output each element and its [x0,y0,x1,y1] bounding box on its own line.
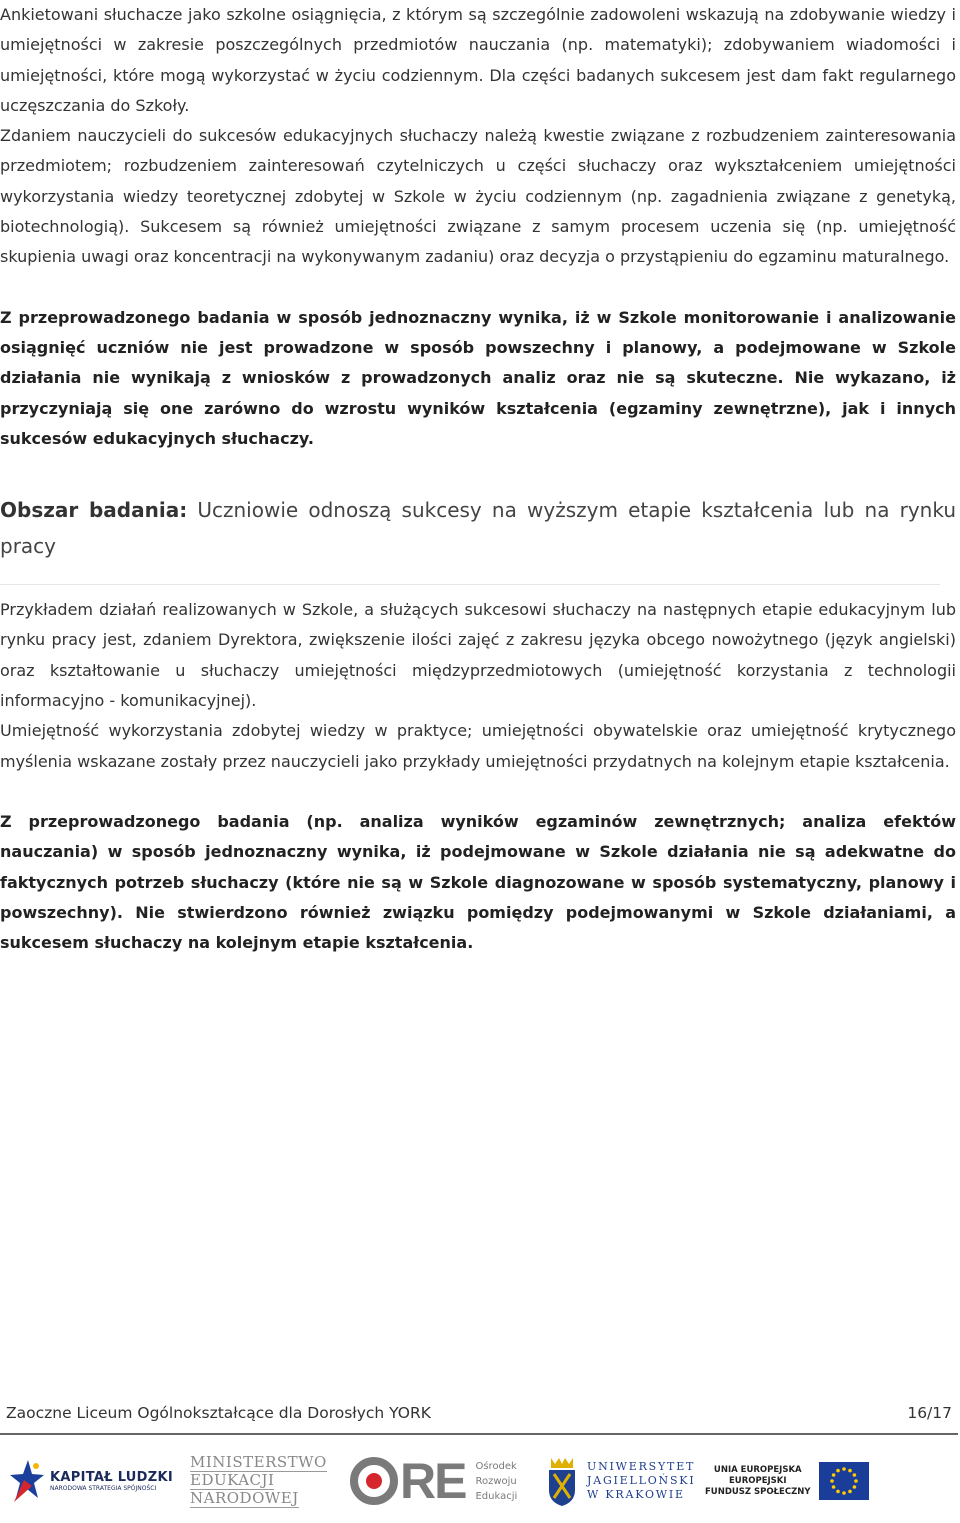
eu-line-1: UNIA EUROPEJSKA [713,1464,802,1475]
uj-crest-icon [545,1454,579,1508]
uj-logo [545,1448,695,1514]
research-area-label: Obszar badania: [0,498,188,523]
paragraph-skills: Umiejętność wykorzystania zdobytej wiedzy w praktyce; umiejętności obywatelskie oraz umiejętność krytycznego myślenia wskazane zostały przez nauczycieli jako przykłady umiejętności przydatnych na kolejnym etapie kształcenia. [0,721,956,771]
eu-logo [705,1448,869,1514]
kapital-ludzki-star-icon [10,1458,44,1504]
research-area-heading [0,492,956,564]
research-area-text: Uczniowie odnoszą sukcesy na wyższym etapie kształcenia lub na rynku pracy [0,498,956,559]
paragraph-teachers-opinion: Zdaniem nauczycieli do sukcesów edukacyjnych słuchaczy należą kwestie związane z rozbudzeniem zainteresowania przedmiotem; rozbudzeniem zainteresowań czytelniczych u części słuchaczy oraz wykształceniem umiejętności wykorzystania wiedzy teoretycznej zdobytej w Szkole w życiu codziennym (np. zagadnienia związane z genetyką, biotechnologią). Sukcesem są również umiejętności związane z samym procesem uczenia się (np. umiejętność skupienia uwagi oraz koncentracji na wykonywanym zadaniu) oraz decyzja o przystąpieniu do egzaminu maturalnego. [0,126,956,267]
men-line-3: NARODOWEJ [190,1489,299,1507]
footer-page-number: 16/17 [907,1404,952,1422]
men-logo [190,1448,327,1514]
paragraph-director-examples: Przykładem działań realizowanych w Szkole, a służących sukcesowi słuchaczy na następnych etapie edukacyjnym lub rynku pracy jest, zdaniem Dyrektora, zwiększenie ilości zajęć z zakresu języka obcego nowożytnego (język angielski) oraz kształtowanie u słuchaczy umiejętności międzyprzedmiotowych (umiejętność korzystania z technologii informacyjno - komunikacyjnej). [0,600,956,711]
eu-line-2: EUROPEJSKI [728,1475,787,1486]
ore-line-3: Edukacji [475,1490,518,1502]
ore-line-1: Ośrodek [475,1460,517,1472]
kapital-ludzki-title: KAPITAŁ LUDZKI [50,1470,173,1485]
footer-divider [0,1433,958,1435]
page-footer [6,1400,952,1426]
section-divider [0,584,940,585]
kapital-ludzki-subtitle: NARODOWA STRATEGIA SPÓJNOŚCI [50,1485,157,1492]
ore-circle-icon [350,1457,398,1505]
uj-line-3: W KRAKOWIE [587,1488,685,1501]
men-line-2: EDUKACJI [190,1471,275,1489]
kapital-ludzki-logo [10,1448,173,1514]
ore-logo [350,1448,517,1514]
ore-line-2: Rozwoju [475,1475,517,1487]
paragraph-conclusion-monitoring: Z przeprowadzonego badania w sposób jednoznaczny wynika, iż w Szkole monitorowanie i analizowanie osiągnięć uczniów nie jest prowadzone w sposób powszechny i planowy, a podejmowane w Szkole działania nie wynikają z wniosków z prowadzonych analiz oraz nie są skuteczne. Nie wykazano, iż przyczyniają się one zarówno do wzrostu wyników kształcenia (egzaminy zewnętrzne), jak i innych sukcesów edukacyjnych słuchaczy. [0,307,956,448]
eu-flag-icon [819,1462,869,1500]
men-line-1: MINISTERSTWO [190,1453,327,1471]
uj-line-2: JAGIELLOŃSKI [587,1474,696,1487]
ore-letters: RE [400,1453,466,1509]
paragraph-students-achievements: Ankietowani słuchacze jako szkolne osiągnięcia, z którym są szczególnie zadowoleni wskazują na zdobywanie wiedzy i umiejętności w zakresie poszczególnych przedmiotów nauczania (np. matematyki); zdobywaniem wiadomości i umiejętności, które mogą wykorzystać w życiu codziennym. Dla części badanych sukcesem jest dam fakt regularnego uczęszczania do Szkoły. [0,5,956,115]
uj-line-1: UNIWERSYTET [587,1460,696,1473]
sponsor-logos [0,1448,960,1514]
eu-line-3: FUNDUSZ SPOŁECZNY [705,1486,811,1497]
footer-school-name: Zaoczne Liceum Ogólnokształcące dla Dorosłych YORK [6,1404,431,1422]
paragraph-conclusion-adequacy: Z przeprowadzonego badania (np. analiza wyników egzaminów zewnętrznych; analiza efektów nauczania) w sposób jednoznaczny wynika, iż podejmowane w Szkole działania nie są adekwatne do faktycznych potrzeb słuchaczy (które nie są w Szkole diagnozowane w sposób systematyczny, planowy i powszechny). Nie stwierdzono również związku pomiędzy podejmowanymi w Szkole działaniami, a sukcesem słuchaczy na kolejnym etapie kształcenia. [0,811,956,953]
